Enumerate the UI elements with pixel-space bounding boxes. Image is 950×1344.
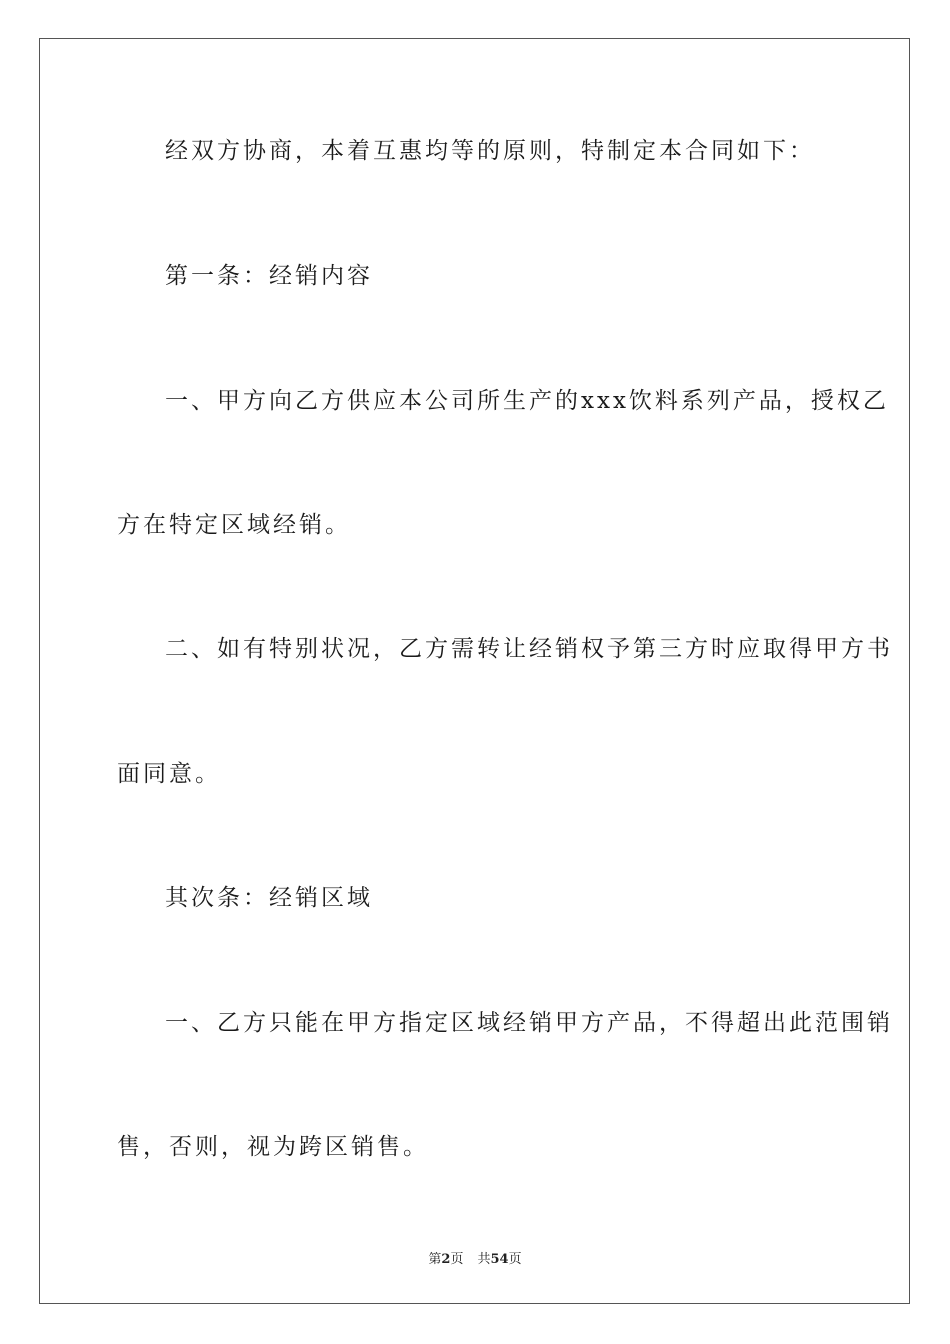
article-2-item-1-line-1: 一、乙方只能在甲方指定区域经销甲方产品，不得超出此范围销 <box>165 1010 893 1036</box>
total-prefix: 共 <box>477 1252 491 1267</box>
page-suffix: 页 <box>450 1252 464 1267</box>
page-footer <box>0 1248 950 1267</box>
article-2-title: 其次条：经销区域 <box>165 885 373 911</box>
page-border <box>39 38 910 1304</box>
article-1-title: 第一条：经销内容 <box>165 263 373 289</box>
article-1-item-2-line-2: 面同意。 <box>117 761 221 787</box>
total-suffix: 页 <box>508 1252 522 1267</box>
total-pages: 54 <box>490 1252 509 1267</box>
article-1-item-1-line-2: 方在特定区域经销。 <box>117 512 351 538</box>
page-prefix: 第 <box>428 1252 442 1267</box>
article-1-item-2-line-1: 二、如有特别状况，乙方需转让经销权予第三方时应取得甲方书 <box>165 636 893 662</box>
intro-paragraph: 经双方协商，本着互惠均等的原则，特制定本合同如下： <box>165 138 815 164</box>
page-number: 2 <box>441 1252 451 1267</box>
article-1-item-1-line-1: 一、甲方向乙方供应本公司所生产的xxx饮料系列产品，授权乙 <box>165 388 889 414</box>
article-2-item-1-line-2: 售，否则，视为跨区销售。 <box>117 1134 429 1160</box>
